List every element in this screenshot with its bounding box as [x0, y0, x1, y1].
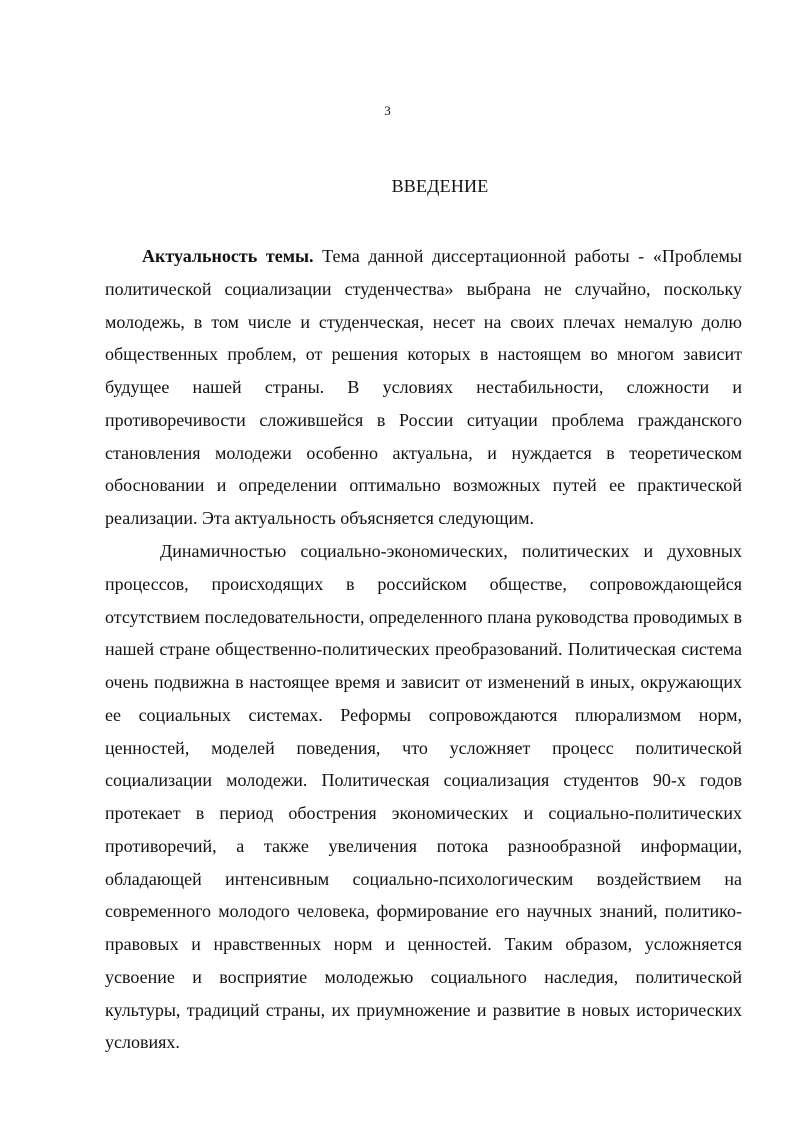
- paragraph-text: Тема данной диссертационной работы - «Проблемы политической социализации студенчества» выбрана не случайно, поскольку молодежь, в том числе и студенческая, несет на своих плечах немалую долю общественных проблем, от решения которых в настоящем во многом зависит будущее нашей страны. В условиях нестабильности, сложности и противоречивости сложившейся в России ситуации проблема гражданского становления молодежи особенно актуальна, и нуждается в теоретическом обосновании и определении оптимально возможных путей ее практической реализации. Эта актуальность объясняется следующим.: [105, 246, 742, 528]
- paragraph-lead: Актуальность темы.: [142, 246, 314, 266]
- paragraph-text: Динамичностью социально-экономических, политических и духовных процессов, происходящих в российском обществе, сопровождающейся отсутствием последовательности, определенного плана руководства проводимых в нашей стране общественно-политических преобразований. Политическая система очень подвижна в настоящее время и зависит от изменений в иных, окружающих ее социальных системах. Реформы сопровождаются плюрализмом норм, ценностей, моделей поведения, что усложняет процесс политической социализации молодежи. Политическая социализация студентов 90-х годов протекает в период обострения экономических и социально-политических противоречий, а также увеличения потока разнообразной информации, обладающей интенсивным социально-психологическим воздействием на современного молодого человека, формирование его научных знаний, политико-правовых и нравственных норм и ценностей. Таким образом, усложняется усвоение и восприятие молодежью социального наследия, политической культуры, традиций страны, их приумножение и развитие в новых исторических условиях.: [105, 541, 742, 1053]
- paragraph-relevance: [105, 240, 742, 535]
- paragraph-dynamics: [105, 535, 742, 1059]
- section-heading: ВВЕДЕНИЕ: [391, 176, 489, 196]
- page-number: 3: [384, 103, 391, 118]
